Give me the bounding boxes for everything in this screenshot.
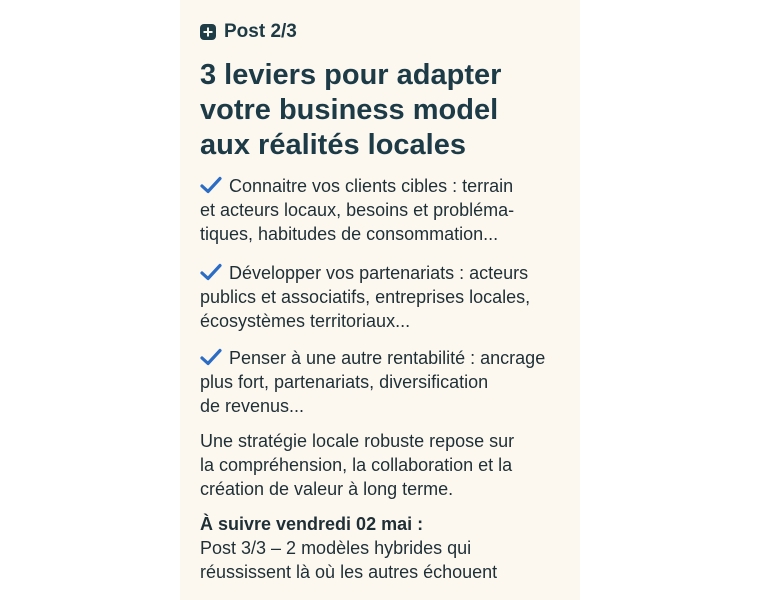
conclusion-line: la compréhension, la collaboration et la [200, 455, 513, 475]
lever-text: Connaitre vos clients cibles : terrain [229, 176, 514, 196]
next-post-line: Post 3/3 – 2 modèles hybrides qui [200, 538, 472, 558]
lever-line: de revenus... [200, 396, 305, 416]
title-line: 3 leviers pour adapter [200, 59, 502, 91]
lever-item-partenariats [200, 261, 570, 333]
post-tag-label: Post 2/3 [224, 21, 297, 42]
lever-text: Penser à une autre rentabilité : ancrage [229, 348, 546, 368]
title-line: votre business model [200, 94, 499, 126]
page-title [200, 58, 570, 163]
lever-line [200, 174, 570, 198]
checkmark-icon [200, 176, 222, 194]
lever-line [200, 346, 570, 370]
lever-line: et acteurs locaux, besoins et probléma- [200, 200, 515, 220]
title-line: aux réalités locales [200, 129, 466, 161]
next-post-heading: À suivre vendredi 02 mai : [200, 514, 424, 534]
next-post-line: réussissent là où les autres échouent [200, 562, 498, 582]
conclusion-paragraph [200, 429, 570, 501]
lever-item-clients [200, 174, 570, 246]
post-tag [200, 20, 297, 44]
lever-item-rentabilite [200, 346, 570, 418]
lever-text: Développer vos partenariats : acteurs [229, 263, 529, 283]
checkmark-icon [200, 263, 222, 281]
next-post-teaser [200, 512, 570, 584]
lever-line: tiques, habitudes de consommation... [200, 224, 499, 244]
checkmark-icon [200, 348, 222, 366]
lever-line: écosystèmes territoriaux... [200, 311, 411, 331]
conclusion-line: Une stratégie locale robuste repose sur [200, 431, 515, 451]
lever-line [200, 261, 570, 285]
lever-line: publics et associatifs, entreprises locales, [200, 287, 531, 307]
plus-square-icon [200, 24, 216, 40]
conclusion-line: création de valeur à long terme. [200, 479, 454, 499]
lever-line: plus fort, partenariats, diversification [200, 372, 489, 392]
post-card [180, 0, 580, 600]
